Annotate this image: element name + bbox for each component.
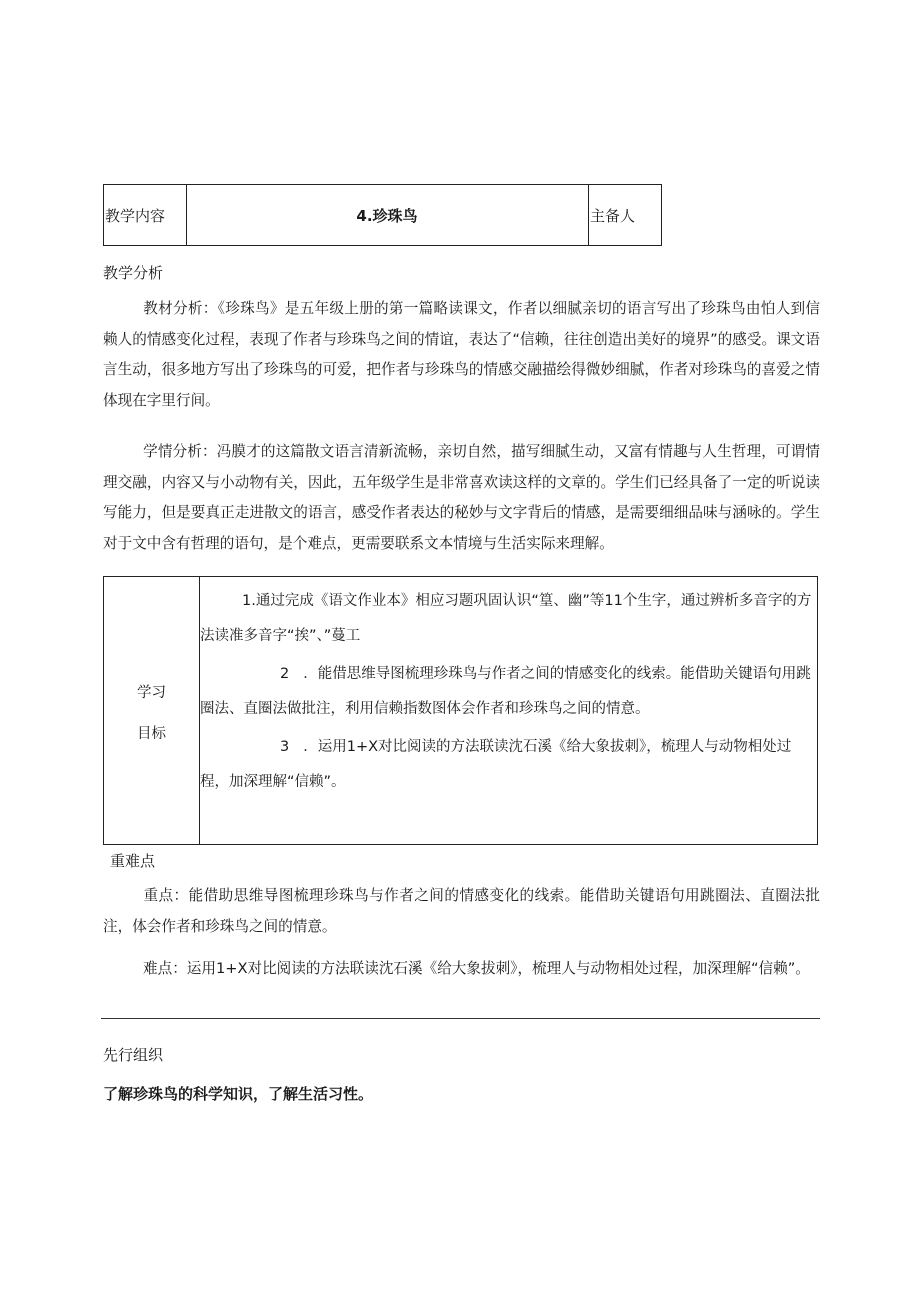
preparer-label: 主备人 xyxy=(590,206,636,225)
key-points-heading: 重难点 xyxy=(110,852,156,870)
goal-item-2: 2 ．能借思维导图梳理珍珠鸟与作者之间的情感变化的线索。能借助关键语句用跳圈法、直圈法做批注，利用信赖指数图体会作者和珍珠鸟之间的情意。 xyxy=(200,666,811,717)
key-point-focus: 重点：能借助思维导图梳理珍珠鸟与作者之间的情感变化的线索。能借助关键语句用跳圈法、直圈法批注，体会作者和珍珠鸟之间的情意。 xyxy=(103,887,820,935)
goal-item-3: 3 ．运用1+X对比阅读的方法联读沈石溪《给大象拔刺》，梳理人与动物相处过程，加深理解“信赖”。 xyxy=(200,739,792,790)
textbook-analysis: 教材分析：《珍珠鸟》是五年级上册的第一篇略读课文，作者以细腻亲切的语言写出了珍珠鸟由怕人到信赖人的情感变化过程，表现了作者与珍珠鸟之间的情谊，表达了“信赖，往往创造出美好的境界”的感受。课文语言生动，很多地方写出了珍珠鸟的可爱，把作者与珍珠鸟的情感交融描绘得微妙细腻，作者对珍珠鸟的喜爱之情体现在字里行间。 xyxy=(103,300,820,409)
content-label: 教学内容 xyxy=(104,185,187,245)
learning-goals-table xyxy=(103,576,818,845)
goals-label-line2: 目标 xyxy=(137,726,166,742)
goals-label-line1: 学习 xyxy=(137,685,166,701)
lesson-title: 4.珍珠鸟 xyxy=(186,185,589,245)
section-divider xyxy=(101,1018,820,1019)
goal-item-1: 1.通过完成《语文作业本》相应习题巩固认识“篁、幽”等11个生字，通过辨析多音字的方法读准多音字“挨”、”蔓工 xyxy=(200,593,812,644)
advance-organizer-heading: 先行组织 xyxy=(103,1046,164,1064)
key-point-difficulty: 难点：运用1+X对比阅读的方法联读沈石溪《给大象拔刺》，梳理人与动物相处过程，加深理解“信赖”。 xyxy=(143,960,810,977)
goals-label-cell xyxy=(104,577,200,844)
lesson-header-table xyxy=(103,184,662,246)
advance-organizer-text: 了解珍珠鸟的科学知识，了解生活习性。 xyxy=(103,1085,374,1103)
student-analysis: 学情分析：冯膜才的这篇散文语言清新流畅，亲切自然，描写细腻生动，又富有情趣与人生哲理，可谓情理交融，内容又与小动物有关，因此，五年级学生是非常喜欢读这样的文章的。学生们已经具备了一定的听说读写能力，但是要真正走进散文的语言，感受作者表达的秘妙与文字背后的情感，是需要细细品味与涵咏的。学生对于文中含有哲理的语句，是个难点，更需要联系文本情境与生活实际来理解。 xyxy=(103,443,820,552)
analysis-heading: 教学分析 xyxy=(103,264,164,282)
